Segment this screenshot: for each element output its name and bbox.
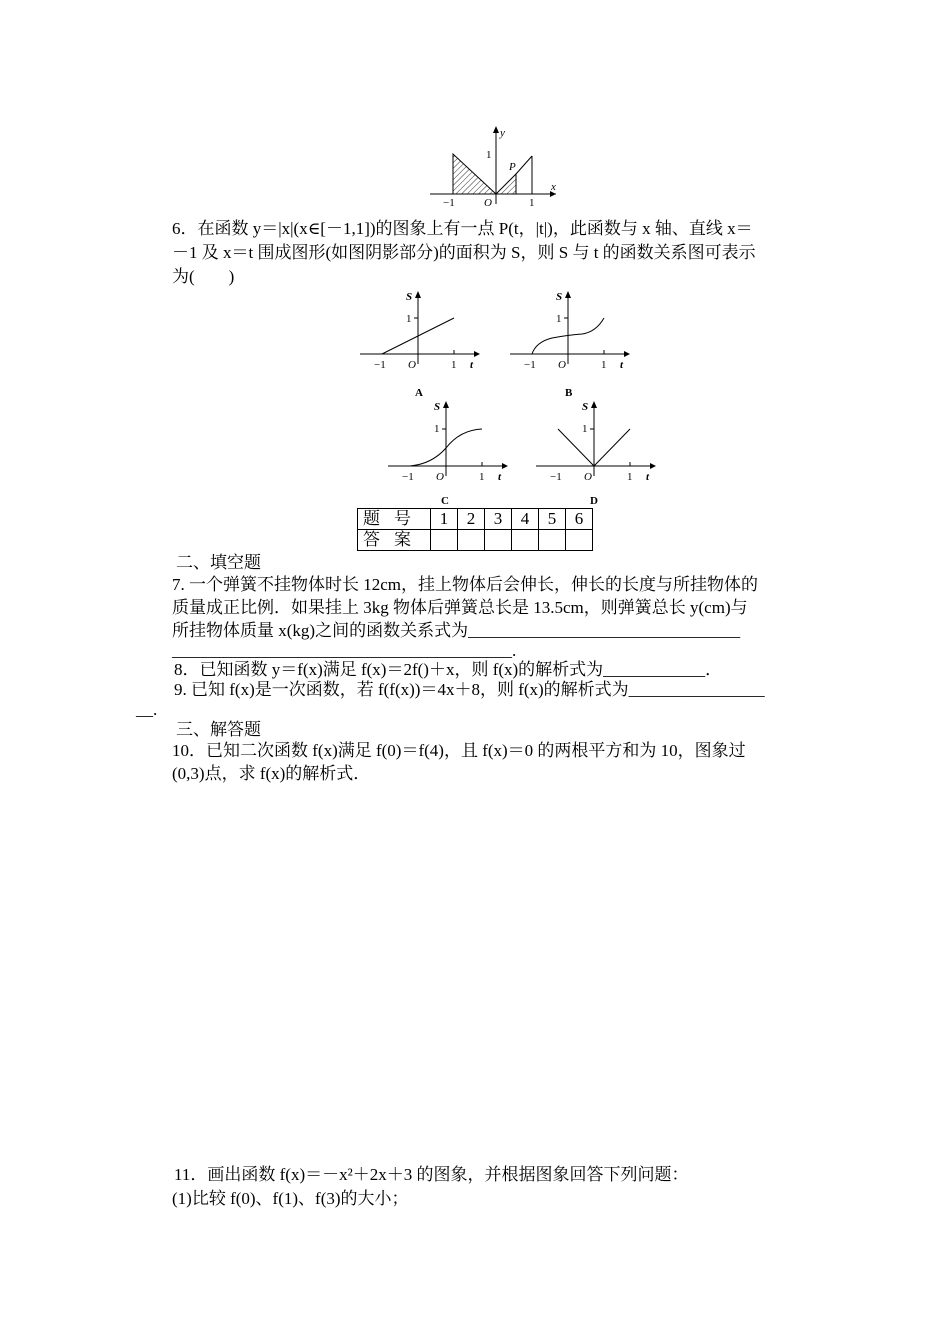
q7-line4: ________________________________________. — [172, 641, 517, 660]
q6-line1: 6．在函数 y＝|x|(x∈[－1,1])的图象上有一点 P(t，|t|)，此函数与 x 轴、直线 x＝ — [172, 219, 753, 238]
origin-label: O — [484, 197, 492, 208]
q7-line3: 所挂物体质量 x(kg)之间的函数关系式为________________________________ — [172, 621, 741, 640]
q11-line2: (1)比较 f(0)、f(1)、f(3)的大小； — [172, 1189, 409, 1208]
question-number-3: 3 — [485, 509, 512, 530]
q7-line2: 质量成正比例．如果挂上 3kg 物体后弹簧总长是 13.5cm，则弹簧总长 y(cm)与 — [172, 598, 748, 617]
option-a-tick-neg1: −1 — [374, 359, 386, 371]
answer-cell-6[interactable] — [566, 530, 593, 551]
option-c-s-label: S — [434, 401, 441, 413]
answer-cell-2[interactable] — [458, 530, 485, 551]
option-a-t-label: t — [470, 359, 474, 371]
q9-line1: 9. 已知 f(x)是一次函数，若 f(f(x))＝4x＋8，则 f(x)的解析式为________________ — [174, 680, 765, 699]
answer-cell-4[interactable] — [512, 530, 539, 551]
question-number-5: 5 — [539, 509, 566, 530]
option-c-tick-neg1: −1 — [402, 471, 414, 483]
option-b-t-label: t — [620, 359, 624, 371]
answer-cell-3[interactable] — [485, 530, 512, 551]
question-number-2: 2 — [458, 509, 485, 530]
curve-y-abs-x — [516, 156, 532, 174]
shaded-right-triangle — [496, 174, 516, 194]
option-a-tick-t1: 1 — [451, 359, 457, 371]
answer-table-row-numbers — [358, 509, 593, 530]
option-d-tick-1: 1 — [582, 423, 588, 435]
y-label: y — [500, 127, 505, 139]
option-b-tick-1: 1 — [556, 313, 562, 325]
q9-line2: __. — [136, 700, 158, 719]
option-d-origin: O — [584, 471, 592, 483]
option-c-t-label: t — [498, 471, 502, 483]
y-axis-arrow — [493, 126, 499, 133]
option-d-letter: D — [590, 495, 598, 507]
option-c-origin: O — [436, 471, 444, 483]
answer-table — [357, 508, 593, 551]
option-c-tick-t1: 1 — [479, 471, 485, 483]
question-number-1: 1 — [431, 509, 458, 530]
option-a-s-label: S — [406, 291, 413, 303]
main-figure — [420, 122, 570, 208]
option-d-tick-t1: 1 — [627, 471, 633, 483]
answer-table-header-number: 题号 — [358, 509, 431, 530]
option-d-graph — [532, 396, 662, 508]
point-p-label: P — [509, 161, 516, 173]
q10-line2: (0,3)点，求 f(x)的解析式． — [172, 764, 371, 783]
q11-line1: 11．画出函数 f(x)＝－x²＋2x＋3 的图象，并根据图象回答下列问题： — [174, 1165, 689, 1184]
answer-table-row-answers — [358, 530, 593, 551]
option-b-s-label: S — [556, 291, 563, 303]
option-b-origin: O — [558, 359, 566, 371]
answer-cell-5[interactable] — [539, 530, 566, 551]
option-d-tick-neg1: −1 — [550, 471, 562, 483]
option-b-graph — [506, 286, 636, 402]
question-number-4: 4 — [512, 509, 539, 530]
q8: 8．已知函数 y＝f(x)满足 f(x)＝2f()＋x，则 f(x)的解析式为____________． — [174, 660, 723, 679]
question-number-6: 6 — [566, 509, 593, 530]
q6-line2: －1 及 x＝t 围成图形(如图阴影部分)的面积为 S，则 S 与 t 的函数关系图可表示 — [172, 243, 756, 262]
section-3-heading: 三、解答题 — [176, 720, 261, 739]
option-a-tick-1: 1 — [406, 313, 412, 325]
answer-table-header-answer: 答案 — [358, 530, 431, 551]
option-a-graph — [356, 286, 486, 402]
option-b-tick-t1: 1 — [601, 359, 607, 371]
q6-line3: 为( ) — [172, 267, 235, 286]
x-tick-1: 1 — [529, 197, 535, 208]
option-a-letter: A — [415, 387, 423, 399]
x-label: x — [551, 181, 556, 193]
y-tick-1: 1 — [486, 149, 492, 161]
q7-line1: 7. 一个弹簧不挂物体时长 12cm，挂上物体后会伸长，伸长的长度与所挂物体的 — [172, 575, 759, 594]
option-d-t-label: t — [646, 471, 650, 483]
option-b-tick-neg1: −1 — [524, 359, 536, 371]
option-d-s-label: S — [582, 401, 589, 413]
x-tick-neg1: −1 — [443, 197, 455, 208]
answer-cell-1[interactable] — [431, 530, 458, 551]
q10-line1: 10．已知二次函数 f(x)满足 f(0)＝f(4)，且 f(x)＝0 的两根平方和为 10，图象过 — [172, 741, 746, 760]
option-a-origin: O — [408, 359, 416, 371]
option-c-letter: C — [441, 495, 449, 507]
option-b-letter: B — [565, 387, 573, 399]
option-c-tick-1: 1 — [434, 423, 440, 435]
option-c-graph — [384, 396, 514, 508]
section-2-heading: 二、填空题 — [176, 553, 261, 572]
